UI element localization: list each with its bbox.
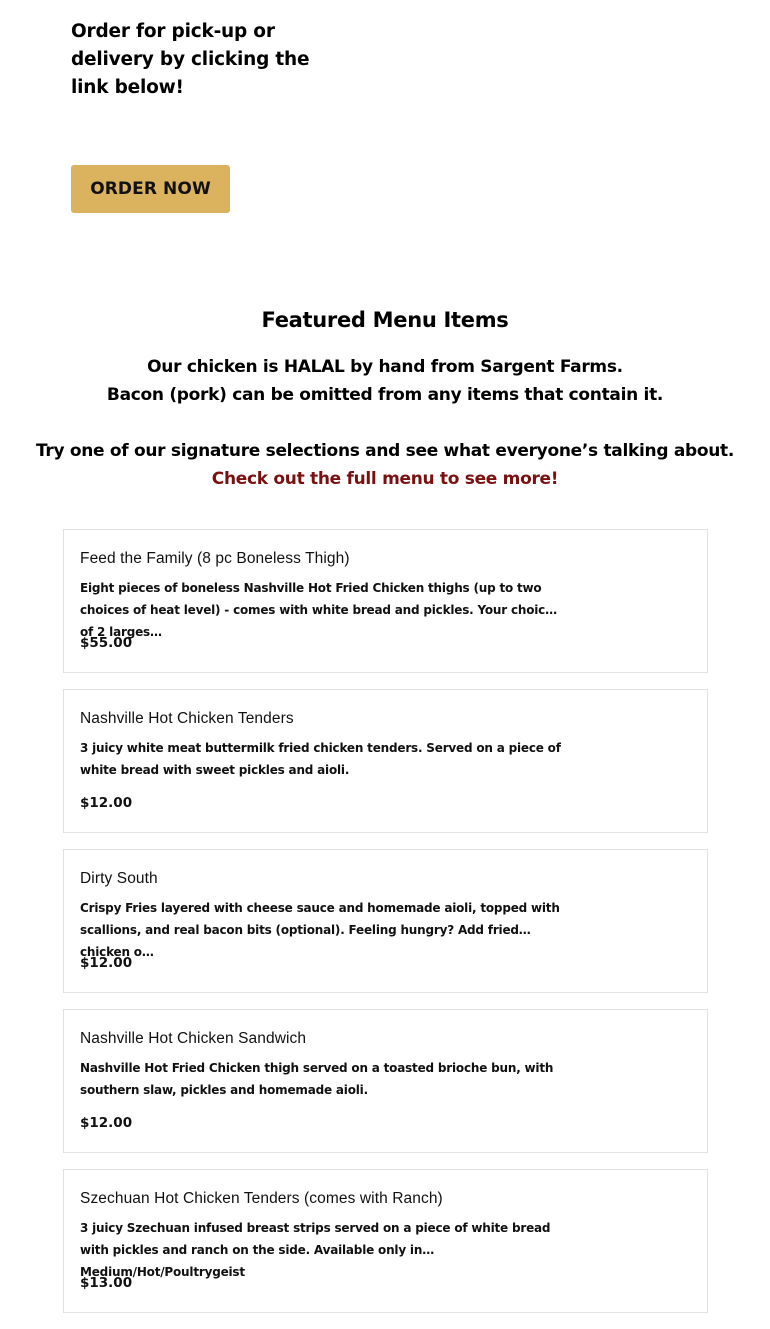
menu-item-card[interactable] <box>63 1009 708 1153</box>
menu-item-price: $12.00 <box>80 1115 133 1131</box>
menu-item-name: Szechuan Hot Chicken Tenders (comes with Ranch) <box>80 1190 443 1207</box>
bacon-note: Bacon (pork) can be omitted from any items that contain it. <box>106 385 664 405</box>
menu-item-card[interactable] <box>63 849 708 993</box>
order-now-button[interactable]: ORDER NOW <box>71 165 230 213</box>
menu-item-price: $12.00 <box>80 955 133 971</box>
menu-item-list <box>63 529 708 1329</box>
menu-item-price: $12.00 <box>80 795 133 811</box>
menu-item-price: $55.00 <box>80 635 133 651</box>
menu-item-name: Dirty South <box>80 870 158 887</box>
menu-item-description: Nashville Hot Fried Chicken thigh served on a toasted brioche bun, with southern slaw, pickles and homemade aioli. <box>80 1061 554 1097</box>
signature-note: Try one of our signature selections and see what everyone’s talking about. <box>35 441 735 461</box>
menu-item-card[interactable] <box>63 1169 708 1313</box>
halal-note: Our chicken is HALAL by hand from Sargent Farms. <box>147 357 623 377</box>
order-intro-text: Order for pick-up or delivery by clicking the link below! <box>71 21 310 98</box>
menu-item-description: Eight pieces of boneless Nashville Hot Fried Chicken thighs (up to two choices of heat level) - comes with white bread and pickles. Your choice of 2 larges… <box>80 581 554 639</box>
featured-menu-title: Featured Menu Items <box>261 308 509 332</box>
full-menu-link[interactable]: Check out the full menu to see more! <box>211 469 559 489</box>
menu-item-description: Crispy Fries layered with cheese sauce and homemade aioli, topped with scallions, and real bacon bits (optional). Feeling hungry? Add fried chicken o… <box>80 901 560 959</box>
menu-item-card[interactable] <box>63 529 708 673</box>
menu-item-name: Feed the Family (8 pc Boneless Thigh) <box>80 550 350 567</box>
menu-item-name: Nashville Hot Chicken Sandwich <box>80 1030 307 1047</box>
menu-item-price: $13.00 <box>80 1275 133 1291</box>
menu-item-card[interactable] <box>63 689 708 833</box>
menu-item-name: Nashville Hot Chicken Tenders <box>80 710 294 727</box>
menu-item-description: 3 juicy Szechuan infused breast strips served on a piece of white bread with pickles and ranch on the side. Available only in Medium/Hot/Poultrygeist <box>80 1221 551 1279</box>
menu-item-description: 3 juicy white meat buttermilk fried chicken tenders. Served on a piece of white bread with sweet pickles and aioli. <box>80 741 561 777</box>
